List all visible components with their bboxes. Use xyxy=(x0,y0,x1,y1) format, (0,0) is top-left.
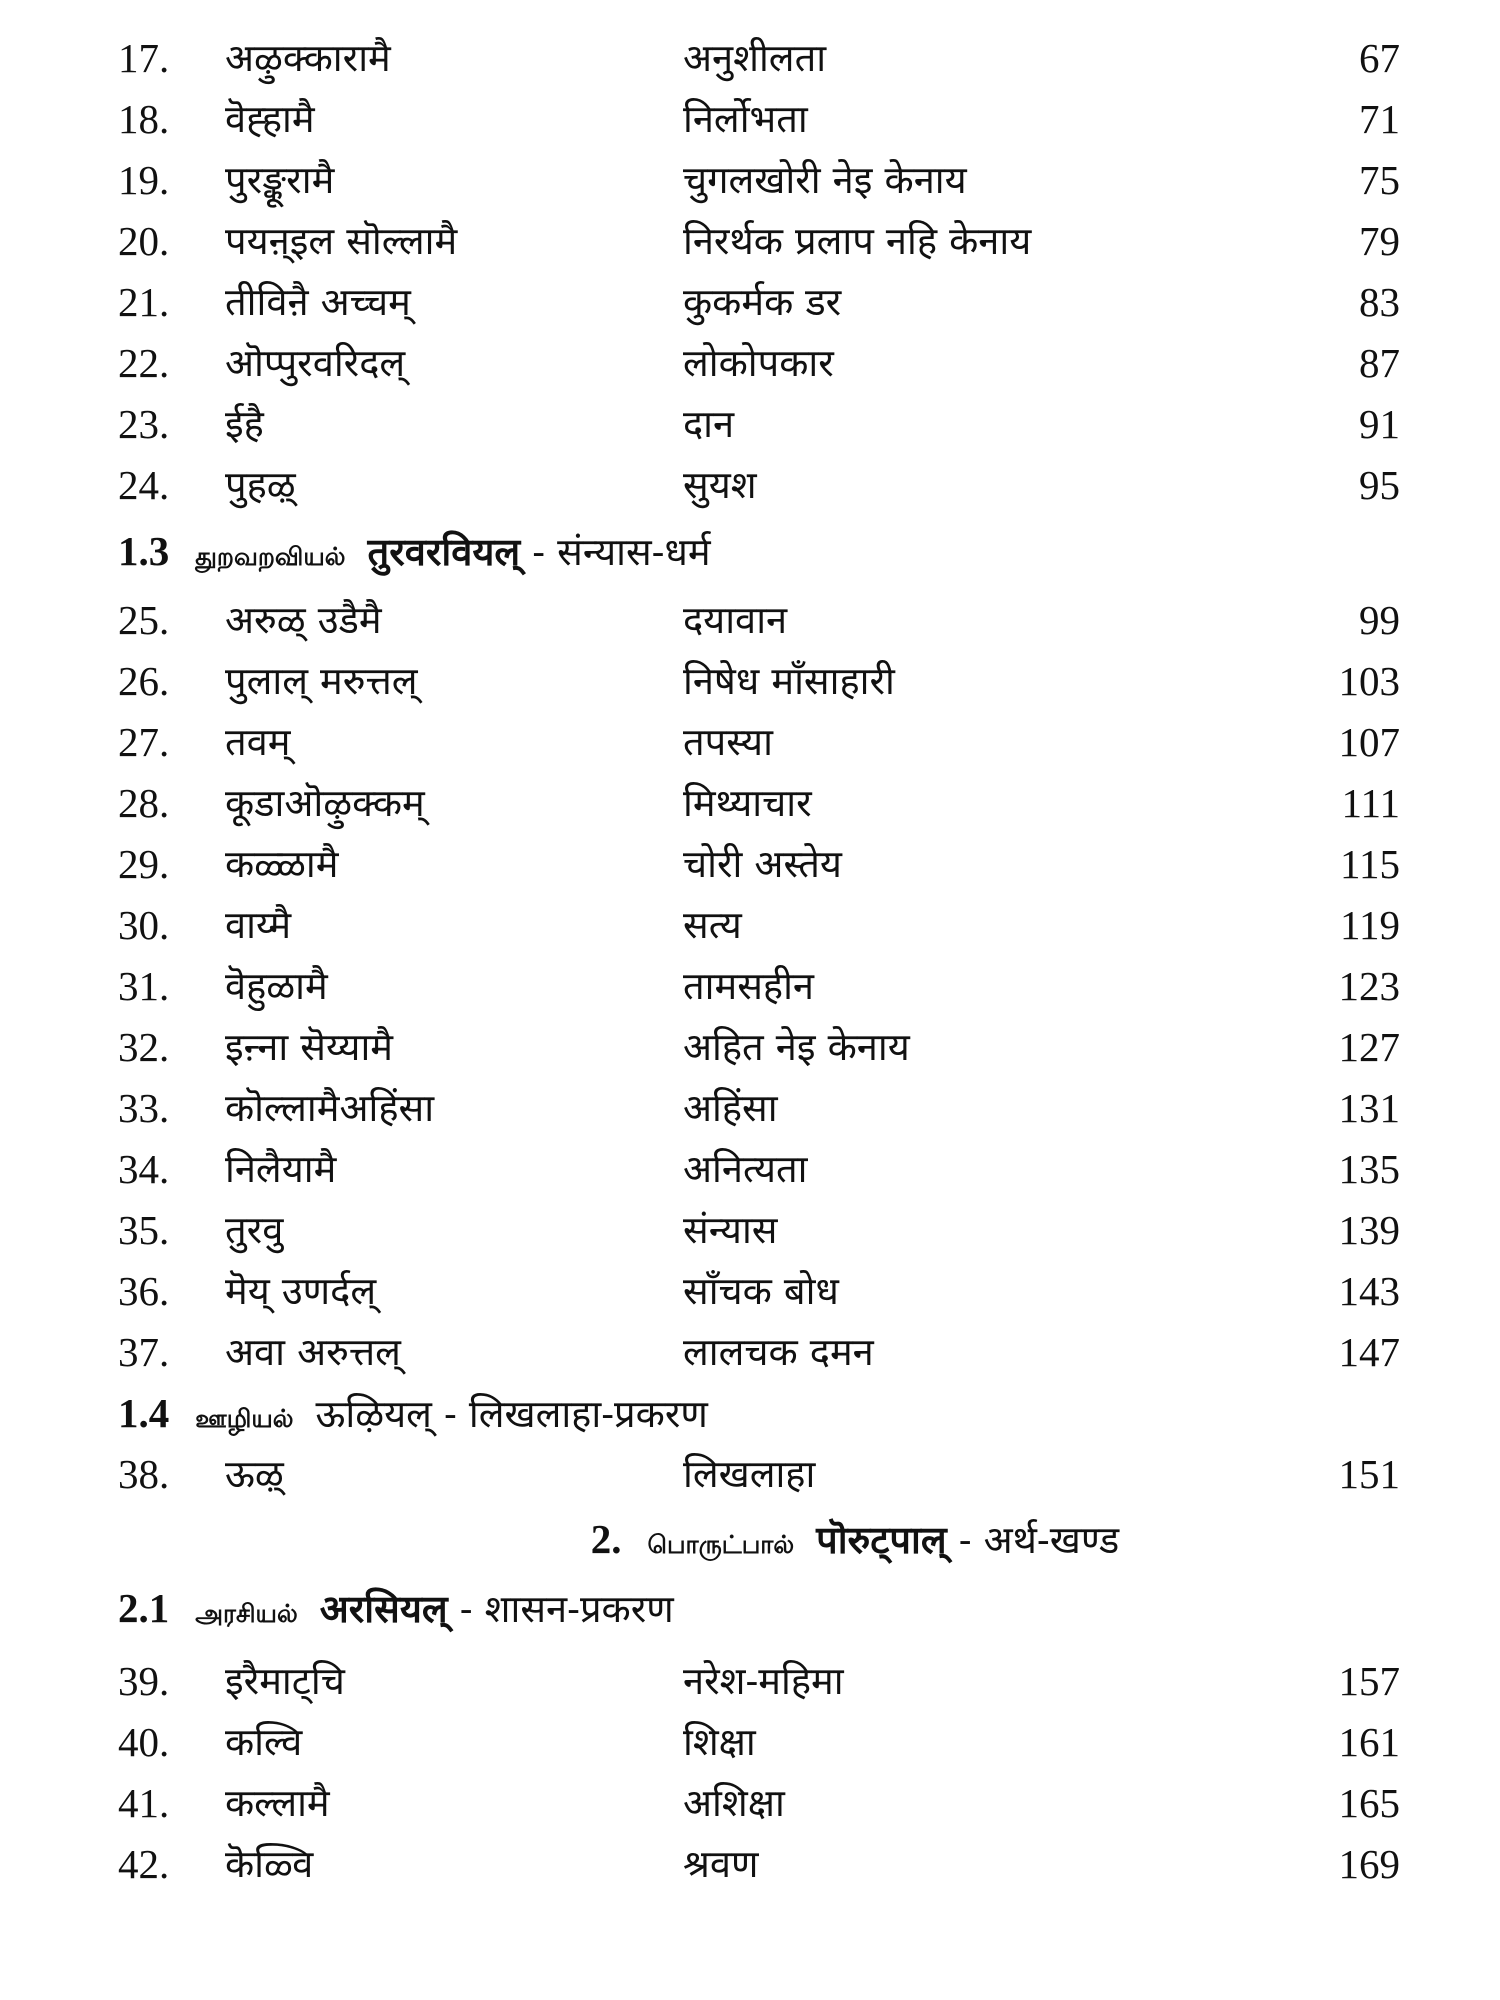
entry-page-number: 143 xyxy=(1338,1268,1400,1314)
entry-tamil-title: कल्लामै xyxy=(225,1781,330,1825)
entry-page-number: 75 xyxy=(1359,157,1400,203)
entry-tamil-title: निलैयामै xyxy=(225,1147,337,1191)
entry-page-number: 147 xyxy=(1338,1329,1400,1375)
toc-entry xyxy=(0,590,1500,650)
entry-page-number: 71 xyxy=(1359,96,1400,142)
entry-number: 21. xyxy=(118,279,170,325)
toc-entry xyxy=(0,1139,1500,1199)
entry-page-number: 135 xyxy=(1338,1146,1400,1192)
entry-page-number: 119 xyxy=(1340,902,1400,948)
toc-entry xyxy=(0,1651,1500,1711)
toc-entry xyxy=(0,333,1500,393)
entry-number: 37. xyxy=(118,1329,170,1375)
entry-tamil-title: तुरवु xyxy=(225,1208,284,1252)
entry-maithili-title: निरर्थक प्रलाप नहि केनाय xyxy=(683,219,1032,263)
entry-number: 41. xyxy=(118,1780,170,1826)
part-tamil-title: பொருட்பால் xyxy=(647,1530,795,1559)
entry-tamil-title: तीविऩै अच्चम् xyxy=(225,280,411,324)
entry-page-number: 87 xyxy=(1359,340,1400,386)
entry-tamil-title: अऴुक्कारामै xyxy=(225,36,391,80)
entry-page-number: 151 xyxy=(1338,1451,1400,1497)
entry-number: 26. xyxy=(118,658,170,704)
entry-page-number: 131 xyxy=(1338,1085,1400,1131)
entry-tamil-title: इरैमाट्चि xyxy=(225,1659,345,1703)
toc-entry xyxy=(0,394,1500,454)
entry-number: 18. xyxy=(118,96,170,142)
entry-number: 40. xyxy=(118,1719,170,1765)
entry-number: 35. xyxy=(118,1207,170,1253)
entry-maithili-title: अनुशीलता xyxy=(683,36,827,80)
entry-tamil-title: वॆहुळामै xyxy=(225,964,328,1008)
entry-tamil-title: अरुळ् उडैमै xyxy=(225,598,382,642)
entry-maithili-title: दयावान xyxy=(683,598,788,642)
toc-entry xyxy=(0,28,1500,88)
toc-entry xyxy=(0,272,1500,332)
entry-number: 19. xyxy=(118,157,170,203)
entry-page-number: 107 xyxy=(1338,719,1400,765)
section-tamil-title: ஊழியல் xyxy=(195,1404,294,1433)
entry-number: 31. xyxy=(118,963,170,1009)
section-translation: - लिखलाहा-प्रकरण xyxy=(431,1392,708,1436)
entry-maithili-title: चोरी अस्तेय xyxy=(683,842,842,886)
entry-page-number: 67 xyxy=(1359,35,1400,81)
part-translation: - अर्थ-खण्ड xyxy=(946,1518,1120,1562)
entry-number: 25. xyxy=(118,597,170,643)
toc-entry xyxy=(0,1322,1500,1382)
entry-maithili-title: सुयश xyxy=(683,463,757,507)
toc-entry xyxy=(0,712,1500,772)
section-heading-1-4 xyxy=(118,1383,1500,1443)
entry-number: 33. xyxy=(118,1085,170,1131)
section-transliteration: अरसियल् xyxy=(319,1586,448,1631)
part-heading-2 xyxy=(0,1509,1500,1569)
entry-tamil-title: कॆळ्वि xyxy=(225,1842,314,1886)
section-heading-2-1 xyxy=(118,1578,1500,1638)
entry-tamil-title: वाय्मै xyxy=(225,903,292,947)
part-number: 2. xyxy=(590,1516,622,1562)
entry-tamil-title: ईहै xyxy=(225,402,264,446)
entry-number: 24. xyxy=(118,462,170,508)
section-number: 1.4 xyxy=(118,1390,170,1436)
entry-maithili-title: साँचक बोध xyxy=(683,1269,839,1313)
toc-entry xyxy=(0,1834,1500,1894)
entry-maithili-title: अहिंसा xyxy=(683,1086,778,1130)
toc-entry xyxy=(0,455,1500,515)
entry-number: 30. xyxy=(118,902,170,948)
entry-page-number: 111 xyxy=(1341,780,1400,826)
entry-maithili-title: श्रवण xyxy=(683,1842,759,1886)
toc-entry xyxy=(0,1712,1500,1772)
entry-number: 38. xyxy=(118,1451,170,1497)
entry-maithili-title: लोकोपकार xyxy=(683,341,834,385)
section-translation: - संन्यास-धर्म xyxy=(520,530,711,574)
toc-entry xyxy=(0,956,1500,1016)
entry-maithili-title: लालचक दमन xyxy=(683,1330,874,1374)
entry-maithili-title: नरेश-महिमा xyxy=(683,1659,844,1703)
section-transliteration: ऊऴियल् xyxy=(315,1392,432,1436)
toc-entry xyxy=(0,895,1500,955)
entry-page-number: 169 xyxy=(1338,1841,1400,1887)
entry-number: 36. xyxy=(118,1268,170,1314)
toc-entry xyxy=(0,1261,1500,1321)
entry-maithili-title: अहित नेइ केनाय xyxy=(683,1025,910,1069)
entry-maithili-title: कुकर्मक डर xyxy=(683,280,842,324)
entry-number: 28. xyxy=(118,780,170,826)
entry-maithili-title: तामसहीन xyxy=(683,964,815,1008)
entry-number: 34. xyxy=(118,1146,170,1192)
section-translation: - शासन-प्रकरण xyxy=(447,1587,674,1631)
section-transliteration: तुरवरवियल् xyxy=(367,529,521,574)
entry-number: 27. xyxy=(118,719,170,765)
entry-page-number: 161 xyxy=(1338,1719,1400,1765)
entry-maithili-title: अशिक्षा xyxy=(683,1781,785,1825)
section-number: 2.1 xyxy=(118,1585,170,1631)
entry-maithili-title: चुगलखोरी नेइ केनाय xyxy=(683,158,967,202)
toc-entry xyxy=(0,1017,1500,1077)
entry-page-number: 123 xyxy=(1338,963,1400,1009)
entry-tamil-title: कल्वि xyxy=(225,1720,303,1764)
entry-maithili-title: मिथ्याचार xyxy=(683,781,812,825)
entry-page-number: 115 xyxy=(1340,841,1400,887)
entry-page-number: 127 xyxy=(1338,1024,1400,1070)
toc-entry xyxy=(0,773,1500,833)
section-heading-1-3 xyxy=(118,521,1500,581)
entry-page-number: 139 xyxy=(1338,1207,1400,1253)
entry-tamil-title: ऊऴ् xyxy=(225,1452,284,1496)
entry-tamil-title: कॊल्लामैअहिंसा xyxy=(225,1086,435,1130)
entry-number: 22. xyxy=(118,340,170,386)
toc-entry xyxy=(0,651,1500,711)
entry-maithili-title: सत्य xyxy=(683,903,742,947)
entry-tamil-title: मॆय् उणर्दल् xyxy=(225,1269,377,1313)
entry-maithili-title: लिखलाहा xyxy=(683,1452,816,1496)
entry-number: 20. xyxy=(118,218,170,264)
entry-page-number: 165 xyxy=(1338,1780,1400,1826)
section-number: 1.3 xyxy=(118,528,170,574)
entry-maithili-title: तपस्या xyxy=(683,720,773,764)
entry-number: 29. xyxy=(118,841,170,887)
entry-tamil-title: तवम् xyxy=(225,720,291,764)
toc-entry xyxy=(0,834,1500,894)
entry-tamil-title: वॆह्हामै xyxy=(225,97,315,141)
entry-tamil-title: अवा अरुत्तल् xyxy=(225,1330,401,1374)
toc-entry xyxy=(0,1078,1500,1138)
entry-maithili-title: निर्लोभता xyxy=(683,97,808,141)
entry-tamil-title: कळ्ळामै xyxy=(225,842,339,886)
entry-page-number: 83 xyxy=(1359,279,1400,325)
entry-tamil-title: पुलाल् मरुत्तल् xyxy=(225,659,418,703)
entry-tamil-title: इऩ्ना सॆय्यामै xyxy=(225,1025,394,1069)
entry-page-number: 99 xyxy=(1359,597,1400,643)
entry-maithili-title: शिक्षा xyxy=(683,1720,756,1764)
entry-number: 23. xyxy=(118,401,170,447)
entry-page-number: 91 xyxy=(1359,401,1400,447)
entry-number: 17. xyxy=(118,35,170,81)
entry-page-number: 157 xyxy=(1338,1658,1400,1704)
entry-number: 32. xyxy=(118,1024,170,1070)
entry-maithili-title: अनित्यता xyxy=(683,1147,808,1191)
entry-maithili-title: संन्यास xyxy=(683,1208,778,1252)
entry-tamil-title: ऒप्पुरवरिदल् xyxy=(225,341,406,385)
entry-page-number: 79 xyxy=(1359,218,1400,264)
toc-entry xyxy=(0,89,1500,149)
entry-tamil-title: कूडाऒऴुक्कम् xyxy=(225,781,425,825)
toc-entry xyxy=(0,1444,1500,1504)
entry-tamil-title: पुहऴ् xyxy=(225,463,296,507)
section-tamil-title: அரசியல் xyxy=(195,1599,298,1628)
entry-page-number: 95 xyxy=(1359,462,1400,508)
toc-entry xyxy=(0,150,1500,210)
entry-page-number: 103 xyxy=(1338,658,1400,704)
toc-entry xyxy=(0,211,1500,271)
part-transliteration: पॊरुट्पाल् xyxy=(816,1517,947,1562)
entry-tamil-title: पुरङ्कूरामै xyxy=(225,158,335,202)
section-tamil-title: துறவறவியல் xyxy=(195,542,346,571)
entry-number: 42. xyxy=(118,1841,170,1887)
entry-maithili-title: निषेध माँसाहारी xyxy=(683,659,895,703)
toc-entry xyxy=(0,1200,1500,1260)
entry-number: 39. xyxy=(118,1658,170,1704)
entry-maithili-title: दान xyxy=(683,402,735,446)
entry-tamil-title: पयऩ्इल सॊल्लामै xyxy=(225,219,458,263)
toc-entry xyxy=(0,1773,1500,1833)
